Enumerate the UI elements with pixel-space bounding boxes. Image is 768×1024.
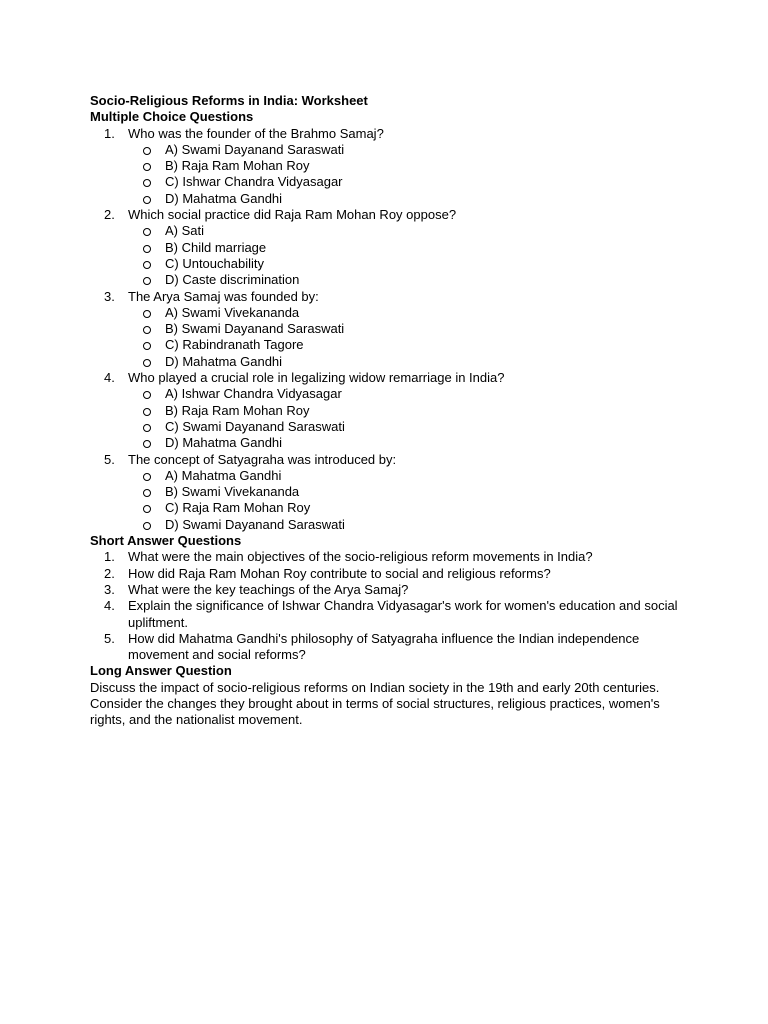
option-item: C) Rabindranath Tagore: [90, 337, 680, 353]
question-text: What were the key teachings of the Arya Samaj?: [128, 581, 409, 597]
page-title: Socio-Religious Reforms in India: Worksheet: [90, 93, 368, 108]
mcq-question: [90, 289, 680, 305]
option-item: A) Ishwar Chandra Vidyasagar: [90, 386, 680, 402]
short-question: [90, 566, 680, 582]
option-item: A) Sati: [90, 223, 680, 239]
option-item: D) Mahatma Gandhi: [90, 435, 680, 451]
option-item: D) Mahatma Gandhi: [90, 354, 680, 370]
option-item: B) Raja Ram Mohan Roy: [90, 158, 680, 174]
question-number: 2.: [104, 565, 115, 581]
mcq-options: [90, 223, 680, 288]
option-item: C) Raja Ram Mohan Roy: [90, 500, 680, 516]
question-text: The concept of Satyagraha was introduced by:: [128, 451, 397, 467]
question-text: Who was the founder of the Brahmo Samaj?: [128, 125, 384, 141]
question-number: 1.: [104, 549, 115, 565]
mcq-options: [90, 468, 680, 533]
question-text: Who played a crucial role in legalizing widow remarriage in India?: [128, 370, 505, 386]
mcq-options: [90, 386, 680, 451]
short-question: [90, 582, 680, 598]
option-item: C) Ishwar Chandra Vidyasagar: [90, 174, 680, 190]
option-item: D) Swami Dayanand Saraswati: [90, 517, 680, 533]
option-item: B) Raja Ram Mohan Roy: [90, 403, 680, 419]
question-text: The Arya Samaj was founded by:: [128, 288, 319, 304]
mcq-question: [90, 452, 680, 468]
option-item: B) Swami Dayanand Saraswati: [90, 321, 680, 337]
mcq-question: [90, 207, 680, 223]
mcq-options: [90, 142, 680, 207]
question-text: How did Mahatma Gandhi's philosophy of Satyagraha influence the Indian independence movement and social reforms?: [128, 630, 640, 663]
question-text: What were the main objectives of the socio-religious reform movements in India?: [128, 549, 593, 565]
question-number: 3.: [104, 288, 115, 304]
short-answer-list: [90, 549, 680, 663]
option-item: C) Swami Dayanand Saraswati: [90, 419, 680, 435]
mcq-options: [90, 305, 680, 370]
short-question: [90, 549, 680, 565]
question-text: Explain the significance of Ishwar Chandra Vidyasagar's work for women's education and social upliftment.: [128, 598, 678, 630]
long-answer-text: Discuss the impact of socio-religious reforms on Indian society in the 19th and early 20th centuries. Consider the changes they brought about in terms of social structures, religious practices, women's rights, and the nationalist movement.: [90, 679, 660, 728]
long-answer-heading: Long Answer Question: [90, 663, 232, 679]
question-number: 4.: [104, 598, 115, 614]
short-answer-heading: Short Answer Questions: [90, 533, 242, 549]
question-number: 2.: [104, 207, 115, 223]
question-number: 5.: [104, 451, 115, 467]
option-item: B) Swami Vivekananda: [90, 484, 680, 500]
question-text: Which social practice did Raja Ram Mohan Roy oppose?: [128, 207, 457, 223]
mcq-list: [90, 126, 680, 533]
option-item: A) Mahatma Gandhi: [90, 468, 680, 484]
worksheet-page: [90, 93, 680, 729]
option-item: A) Swami Dayanand Saraswati: [90, 142, 680, 158]
option-item: D) Caste discrimination: [90, 272, 680, 288]
question-number: 5.: [104, 630, 115, 646]
short-question: [90, 598, 680, 631]
mcq-question: [90, 370, 680, 386]
option-item: B) Child marriage: [90, 240, 680, 256]
option-item: A) Swami Vivekananda: [90, 305, 680, 321]
option-item: D) Mahatma Gandhi: [90, 191, 680, 207]
option-item: C) Untouchability: [90, 256, 680, 272]
short-question: [90, 631, 680, 664]
question-number: 3.: [104, 581, 115, 597]
mcq-question: [90, 126, 680, 142]
question-number: 1.: [104, 125, 115, 141]
question-text: How did Raja Ram Mohan Roy contribute to social and religious reforms?: [128, 565, 551, 581]
mcq-heading: Multiple Choice Questions: [90, 109, 254, 125]
question-number: 4.: [104, 370, 115, 386]
